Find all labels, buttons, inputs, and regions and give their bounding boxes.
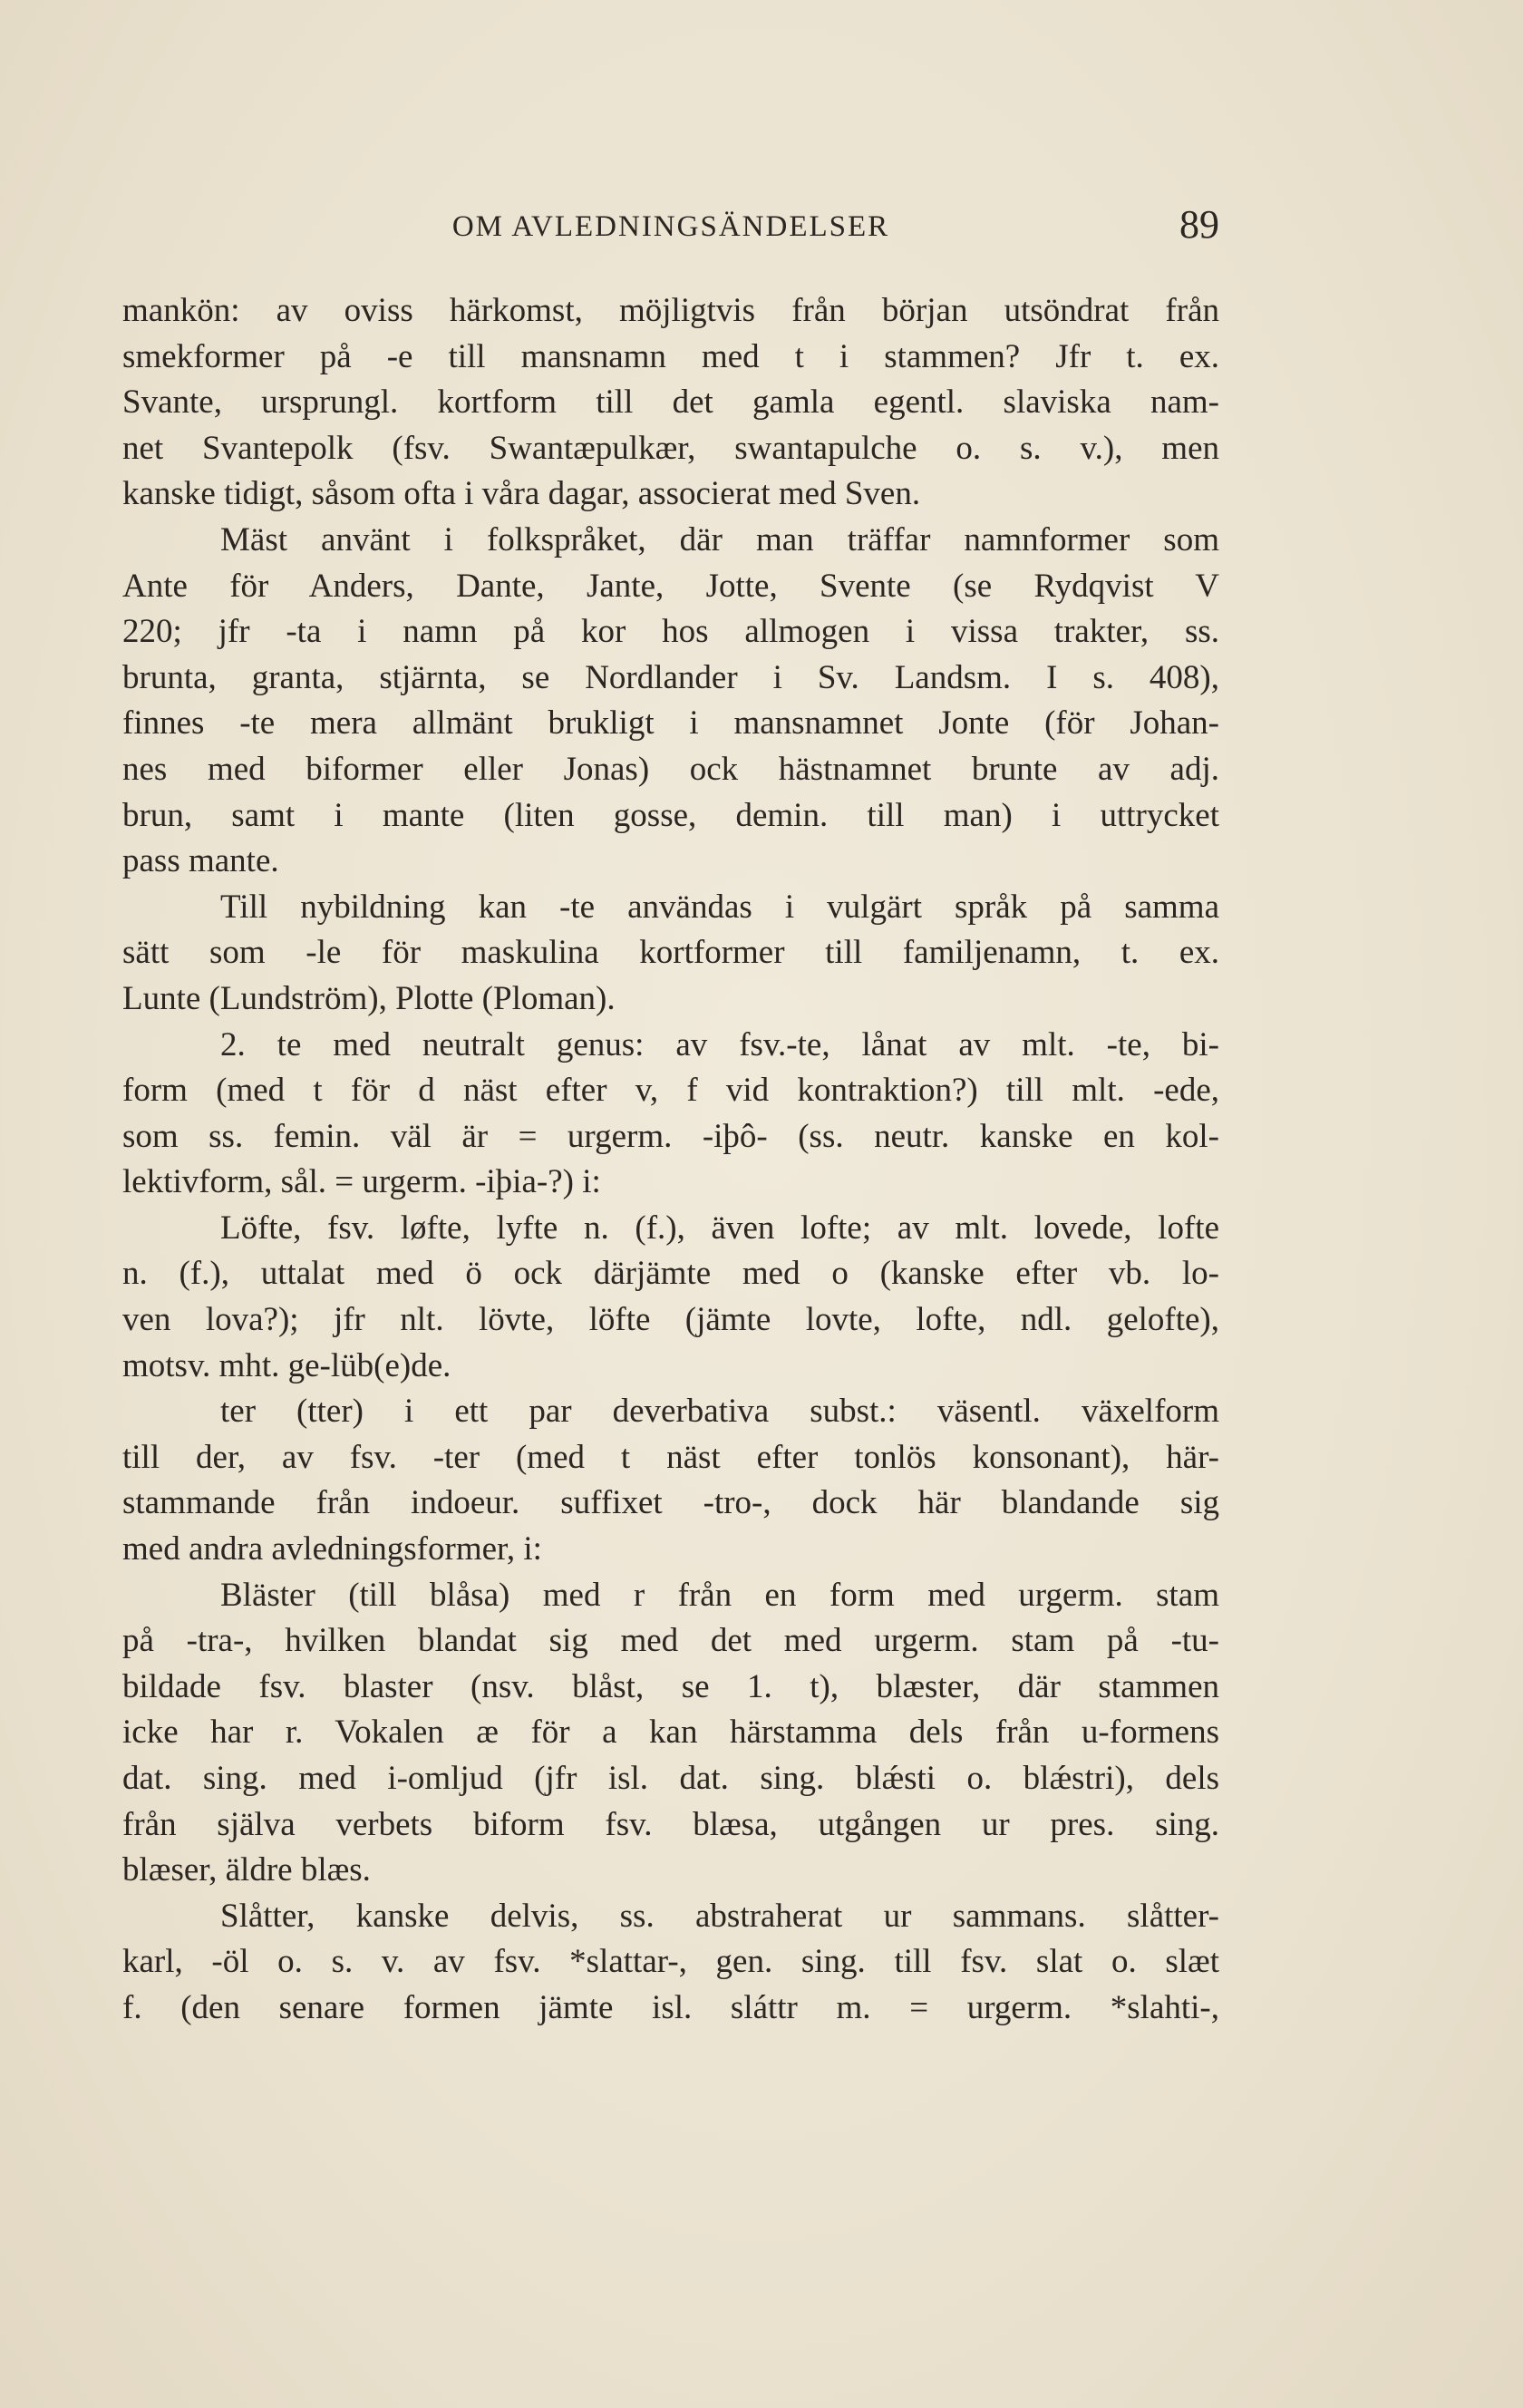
text-line: 2. te med neutralt genus: av fsv.-te, lånat av mlt. -te, bi- (220, 1025, 1219, 1063)
text-line: på -tra-, hvilken blandat sig med det med urgerm. stam på -tu- (122, 1622, 1219, 1660)
text-line: Slåtter, kanske delvis, ss. abstraherat ur sammans. slåtter- (220, 1897, 1219, 1935)
text-line: från själva verbets biform fsv. blæsa, utgången ur pres. sing. (122, 1805, 1219, 1843)
text-line: f. (den senare formen jämte isl. sláttr m. = urgerm. *slahti-, (122, 1988, 1219, 2026)
text-line: Löfte, fsv. løfte, lyfte n. (f.), även lofte; av mlt. lovede, lofte (220, 1209, 1219, 1247)
text-line: med andra avledningsformer, i: (122, 1530, 542, 1568)
text-line: ven lova?); jfr nlt. lövte, löfte (jämte lovte, lofte, ndl. gelofte), (122, 1301, 1219, 1339)
text-line: Ante för Anders, Dante, Jante, Jotte, Svente (se Rydqvist V (122, 567, 1219, 605)
text-line: lektivform, sål. = urgerm. -iþia-?) i: (122, 1163, 601, 1201)
text-line: kanske tidigt, såsom ofta i våra dagar, associerat med Sven. (122, 475, 921, 513)
text-line: Bläster (till blåsa) med r från en form med urgerm. stam (220, 1576, 1219, 1614)
text-line: form (med t för d näst efter v, f vid kontraktion?) till mlt. -ede, (122, 1072, 1219, 1110)
text-line: finnes -te mera allmänt brukligt i mansnamnet Jonte (för Johan- (122, 704, 1219, 743)
text-line: ter (tter) i ett par deverbativa subst.: väsentl. växelform (220, 1393, 1219, 1431)
text-line: Lunte (Lundström), Plotte (Ploman). (122, 979, 616, 1017)
text-line: Svante, ursprungl. kortform till det gamla egentl. slaviska nam- (122, 384, 1219, 422)
body-text (122, 288, 1219, 2032)
text-line: dat. sing. med i-omljud (jfr isl. dat. sing. blǽsti o. blǽstri), dels (122, 1760, 1219, 1797)
text-line: nes med biformer eller Jonas) ock hästnamnet brunte av adj. (122, 750, 1219, 788)
text-line: stammande från indoeur. suffixet -tro-, dock här blandande sig (122, 1484, 1219, 1522)
running-head (122, 201, 1219, 256)
text-line: smekformer på -e till mansnamn med t i stammen? Jfr t. ex. (122, 337, 1219, 375)
running-title: OM AVLEDNINGSÄNDELSER (451, 210, 890, 243)
text-line: brun, samt i mante (liten gosse, demin. till man) i uttrycket (122, 796, 1219, 834)
text-line: till der, av fsv. -ter (med t näst efter tonlös konsonant), här- (122, 1438, 1219, 1476)
text-line: Till nybildning kan -te användas i vulgärt språk på samma (220, 888, 1219, 926)
text-line: blæser, äldre blæs. (122, 1851, 371, 1889)
text-line: pass mante. (122, 842, 279, 880)
text-line: mankön: av oviss härkomst, möjligtvis från början utsöndrat från (122, 292, 1219, 329)
text-line: bildade fsv. blaster (nsv. blåst, se 1. t), blæster, där stammen (122, 1667, 1219, 1705)
text-line: karl, -öl o. s. v. av fsv. *slattar-, gen. sing. till fsv. slat o. slæt (122, 1943, 1219, 1981)
text-line: icke har r. Vokalen æ för a kan härstamma dels från u-formens (122, 1714, 1219, 1752)
text-line: brunta, granta, stjärnta, se Nordlander i Sv. Landsm. I s. 408), (122, 658, 1219, 696)
text-line: n. (f.), uttalat med ö ock därjämte med o (kanske efter vb. lo- (122, 1255, 1219, 1293)
text-line: sätt som -le för maskulina kortformer till familjenamn, t. ex. (122, 934, 1219, 972)
text-line: net Svantepolk (fsv. Swantæpulkær, swantapulche o. s. v.), men (122, 429, 1219, 467)
text-line: 220; jfr -ta i namn på kor hos allmogen i vissa trakter, ss. (122, 613, 1219, 651)
text-line: motsv. mht. ge-lüb(e)de. (122, 1346, 451, 1384)
page-number: 89 (1179, 202, 1219, 247)
text-line: som ss. femin. väl är = urgerm. -iþô- (ss. neutr. kanske en kol- (122, 1117, 1219, 1155)
text-line: Mäst använt i folkspråket, där man träffar namnformer som (220, 520, 1219, 558)
